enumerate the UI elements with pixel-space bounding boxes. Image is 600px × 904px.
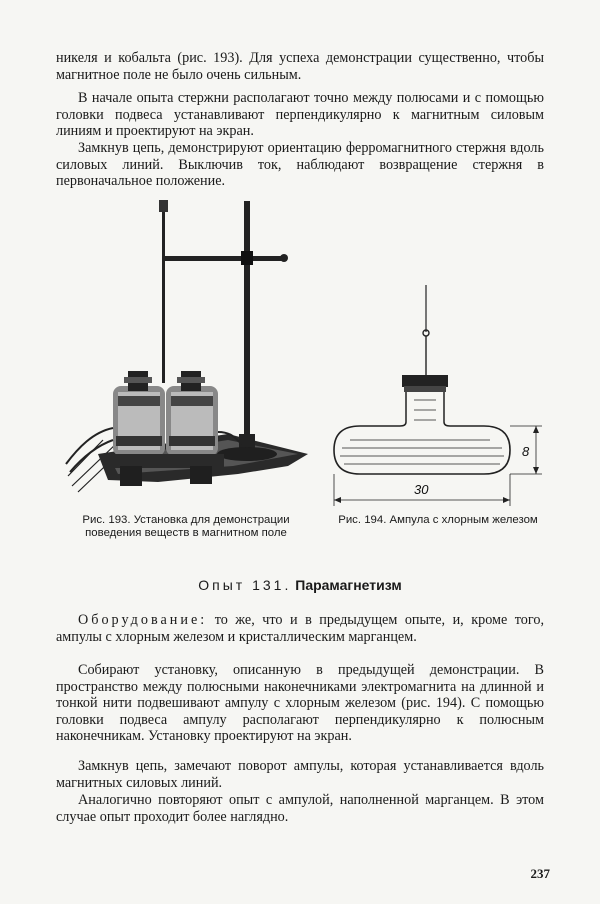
section-title: Парамагнетизм xyxy=(295,577,402,593)
paragraph-top-1: никеля и кобальта (рис. 193). Для успеха демонстрации существенно, чтобы магнитное поле не было очень сильным. xyxy=(56,50,544,83)
paragraph-equipment xyxy=(56,612,544,645)
dimension-height-label: 8 xyxy=(522,444,530,459)
paragraph-top-2 xyxy=(56,90,544,140)
figure-194-caption: Рис. 194. Ампула с хлорным железом xyxy=(338,514,538,526)
figure-194-ampoule xyxy=(330,280,550,510)
paragraph-body-2-text: Замкнув цепь, замечают поворот ампулы, которая устанавливается вдоль магнитных силовых линий. xyxy=(56,758,544,791)
section-heading xyxy=(0,577,600,593)
paragraph-top-2-text: В начале опыта стержни располагают точно между полюсами и с помощью головки подвеса устанавливают перпендикулярно к магнитным силовым линиям и проектируют на экран. xyxy=(56,90,544,140)
figure-193-caption: Рис. 193. Установка для демонстрации поведения веществ в магнитном поле xyxy=(82,514,290,539)
paragraph-body-2 xyxy=(56,758,544,791)
section-label: Опыт 131. xyxy=(198,577,292,593)
paragraph-body-1-text: Собирают установку, описанную в предыдущей демонстрации. В пространство между полюсными наконечниками электромагнита на длинной и тонкой нити подвешивают ампулу с хлорным железом (рис. 194). С помощью головки подвеса ампулу располагают перпендикулярно к полюсным наконечникам. Установку проектируют на экран. xyxy=(56,662,544,745)
paragraph-top-3-text: Замкнув цепь, демонстрируют ориентацию ферромагнитного стержня вдоль силовых линий. Выключив ток, наблюдают возвращение стержня в первоначальное положение. xyxy=(56,140,544,190)
figure-193-apparatus xyxy=(58,196,320,496)
equipment-text: то же, что и в предыдущем опыте, и, кроме того, ампулы с хлорным железом и кристаллическим марганцем. xyxy=(56,612,544,645)
dimension-width-label: 30 xyxy=(414,482,429,497)
paragraph-top-3 xyxy=(56,140,544,190)
equipment-label: Оборудование: xyxy=(78,612,208,628)
paragraph-body-3 xyxy=(56,792,544,825)
paragraph-body-1 xyxy=(56,662,544,745)
page-number: 237 xyxy=(530,866,550,881)
paragraph-body-3-text: Аналогично повторяют опыт с ампулой, наполненной марганцем. В этом случае опыт проходит более наглядно. xyxy=(56,792,544,825)
